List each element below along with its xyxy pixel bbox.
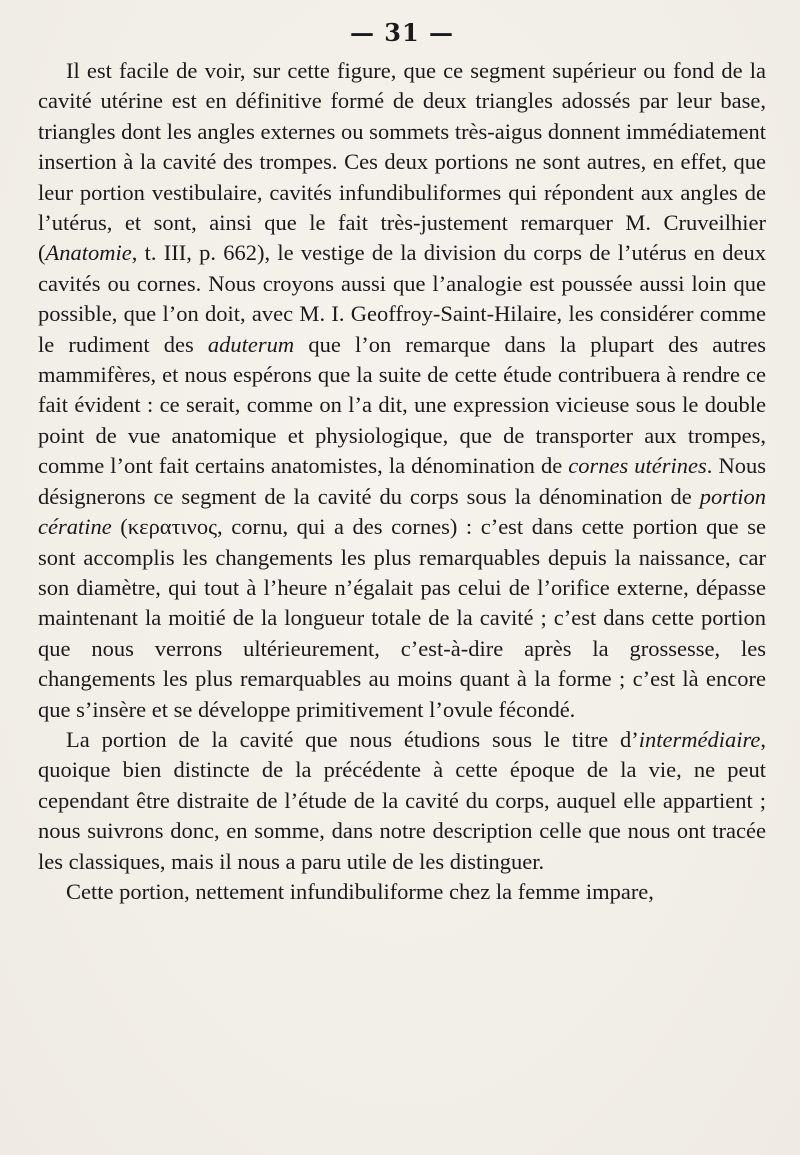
text-run: (κερατινος, cornu, qui a des cornes) : c’est dans cette portion que se sont accomplis les changements les plus remarquables depuis la naissance, car son diamètre, qui tout à l’heure n’égalait pas celui de l’orifice externe, dépasse maintenant la moitié de la longueur totale de la cavité ; c’est dans cette portion que nous verrons ultérieurement, c’est-à-dire après la grossesse, les changements les plus remarquables au moins quant à la forme ; c’est là encore que s’insère et se développe primitivement l’ovule fécondé. [38, 514, 766, 722]
italic-text: cornes utérines [568, 453, 707, 479]
italic-text: aduterum [207, 331, 295, 357]
text-run: , t. III, p. 662), le vestige de la division du corps de l’utérus en deux cavités ou cornes. Nous croyons aussi que l’analogie est poussée aussi loin que possible, que l’on doit, avec M. I. Geoffroy-Saint-Hilaire, les considérer comme le rudiment des [38, 240, 766, 357]
italic-text: Anatomie [45, 240, 132, 266]
body-text [38, 56, 766, 907]
text-run: La portion de la cavité que nous étudions sous le titre d’ [66, 726, 639, 752]
paragraph-2 [38, 725, 766, 877]
page-number: — 31 — [349, 18, 455, 47]
paragraph-1 [38, 56, 766, 725]
text-run: Cette portion, nettement infundibuliforme chez la femme impare, [66, 878, 654, 904]
text-run: , quoique bien distincte de la précédente à cette époque de la vie, ne peut cependant être distraite de l’étude de la cavité du corps, auquel elle appartient ; nous suivrons donc, en somme, dans notre description celle que nous ont tracée les classiques, mais il nous a paru utile de les distinguer. [38, 726, 766, 874]
paragraph-3 [38, 877, 766, 907]
italic-text: intermédiaire [638, 726, 761, 752]
text-run: Il est facile de voir, sur cette figure, que ce segment supérieur ou fond de la cavité utérine est en définitive formé de deux triangles adossés par leur base, triangles dont les angles externes ou sommets très-aigus donnent immédiatement insertion à la cavité des trompes. Ces deux portions ne sont autres, en effet, que leur portion vestibulaire, cavités infundibuliformes qui répondent aux angles de l’utérus, et sont, ainsi que le fait très-justement remarquer M. Cruveilhier ( [38, 58, 766, 266]
italic-text: portion cératine [38, 483, 766, 540]
text-run: que l’on remarque dans la plupart des autres mammifères, et nous espérons que la suite de cette étude contribuera à rendre ce fait évident : ce serait, comme on l’a dit, une expression vicieuse sous le double point de vue anatomique et physiologique, que de transporter aux trompes, comme l’ont fait certains anatomistes, la dénomination de [38, 331, 766, 479]
text-run: . Nous désignerons ce segment de la cavité du corps sous la dénomination de [38, 453, 766, 509]
